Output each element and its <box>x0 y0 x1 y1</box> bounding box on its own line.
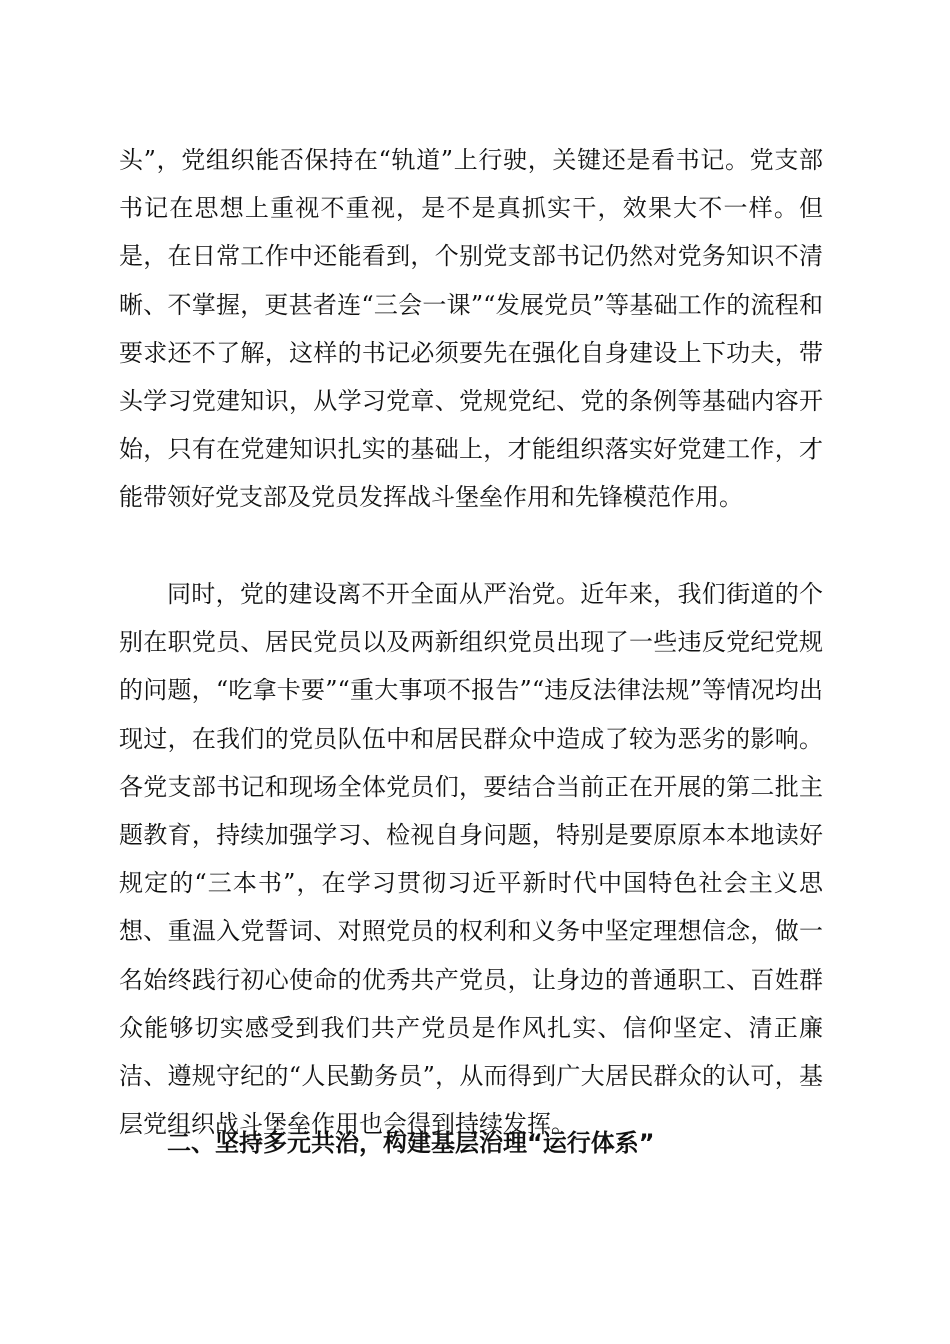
body-paragraph: 同时，党的建设离不开全面从严治党。近年来，我们街道的个别在职党员、居民党员以及两新组织党员出现了一些违反党纪党规的问题，“吃拿卡要”“重大事项不报告”“违反法律法规”等情况均出现过，在我们的党员队伍中和居民群众中造成了较为恶劣的影响。各党支部书记和现场全体党员们，要结合当前正在开展的第二批主题教育，持续加强学习、检视自身问题，特别是要原原本本地读好规定的“三本书”，在学习贯彻习近平新时代中国特色社会主义思想、重温入党誓词、对照党员的权利和义务中坚定理想信念，做一名始终践行初心使命的优秀共产党员，让身边的普通职工、百姓群众能够切实感受到我们共产党员是作风扎实、信仰坚定、清正廉洁、遵规守纪的“人民勤务员”，从而得到广大居民群众的认可，基层党组织战斗堡垒作用也会得到持续发挥。 <box>119 580 823 1139</box>
section-heading: 二、坚持多元共治，构建基层治理“运行体系” <box>167 1129 655 1157</box>
body-paragraph-continued: 头”，党组织能否保持在“轨道”上行驶，关键还是看书记。党支部书记在思想上重视不重视，是不是真抓实干，效果大不一样。但是，在日常工作中还能看到，个别党支部书记仍然对党务知识不清晰、不掌握，更甚者连“三会一课”“发展党员”等基础工作的流程和要求还不了解，这样的书记必须要先在强化自身建设上下功夫，带头学习党建知识，从学习党章、党规党纪、党的条例等基础内容开始，只有在党建知识扎实的基础上，才能组织落实好党建工作，才能带领好党支部及党员发挥战斗堡垒作用和先锋模范作用。 <box>119 146 823 512</box>
